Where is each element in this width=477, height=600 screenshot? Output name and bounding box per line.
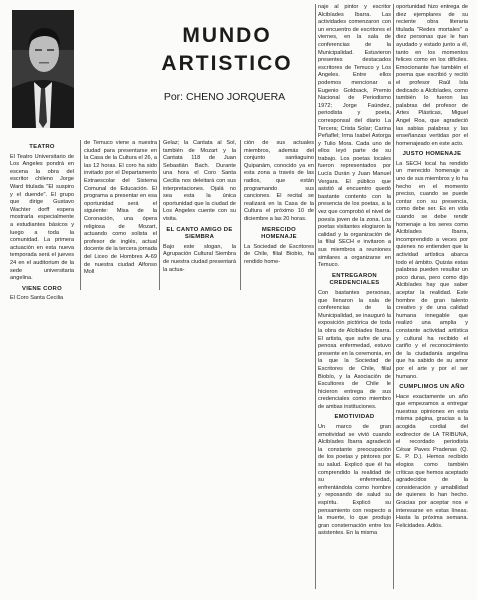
paragraph-coro-continued: de Temuco viene a nuestra ciudad para presentarse en la Casa de la Cultura el 26, a las 12 horas. El coro ha sido invitado por el Departamento Extraescolar del Sistema Comunal de Educación. El programa a presentar en esa oportunidad será el siguiente: Misa de la Coronación, una ópera religiosa de Mozart, actuando como solista el profesor de inglés, actual docente de la tercera jornada del Liceo de Hombres A-69 de nuestra ciudad Alfonso Moll xyxy=(84,140,157,276)
subhead-teatro: TEATRO xyxy=(29,144,55,150)
paragraph-credenciales: Con bastantes personas, que llenaron la sala de conferencias de la Municipalidad, se inauguró la exposición pictórica de toda la obra de Alcibíades Ibarra. El artista, que sufre de una penosa enfermedad, estuvo presente en la ceremonia, en la que la Sociedad de Escritores de Chile, filial Biobío, y la Asociación de Escultores de Chile le hicieron entrega de sus credenciales como miembro de ambas instituciones. xyxy=(318,289,391,410)
subhead-entregaron-credenciales: ENTREGARON CREDENCIALES xyxy=(329,272,380,287)
column-rule xyxy=(315,4,316,589)
paragraph-homenaje: La Sociedad de Escritores de Chile, filial Biobío, ha rendido home- xyxy=(244,243,314,265)
column-5 xyxy=(318,4,391,539)
author-photo xyxy=(12,10,74,128)
title-line-2: ARTISTICO xyxy=(161,52,293,75)
paragraph-teatro: El Teatro Universitario de Los Angeles pondrá en escena la obra del escritor chileno Jorge Ward titulada "El suspiro y el duende". El grupo que dirige Gustavo Wachter dorff espera mostrarla especialmente a estudiantes básicos y luego a toda la comunidad. La primera actuación en esta nueva temporada será el jueves 24 en el auditorium de la sede universitaria angelina. xyxy=(10,153,74,282)
column-rule xyxy=(393,4,394,589)
subhead-emotividad: EMOTIVIDAD xyxy=(334,414,375,421)
column-rule xyxy=(80,140,81,290)
paragraph-coro: El Coro Santa Cecilia xyxy=(10,295,64,302)
paragraph-homenaje-continued: naje al pintor y escritor Alcibíades Ibarra. Las actividades comenzaron con un encuentro de escritores el viernes, en la sala de conferencias de la Municipalidad. Estuvieron presentes destacados escritores de Temuco y Los Angeles. Entre ellos podemos mencionar a Eugenio Goldsack, Premio Nacional de Periodismo 1972; Jorge Faúndez, periodista y poeta, corresponsal del diario La Tercera; Crista Solar; Carina Peñaflel; Irma Isabel Astorga y Tulio Mora. Cada uno de ellos leyó parte de su trabajo. Los poetas locales fueron representados por Lucía Durán y Juan Manuel Vergara. El público que asistió al encuentro quedó bastante contento con la presencia de los poetas, a la vez que comprobó el nivel de poesía joven de la zona. Los poetas visitantes elogiaron la calidad y la organización de la filial SECH e invitaron a sus miembros a reuniones similares a organizarse en Temuco. xyxy=(318,4,391,269)
column-2 xyxy=(84,140,157,278)
paragraph-siembra: Bajo este slogan, la Agrupación Cultural Siembra de nuestra ciudad presentará la actua- xyxy=(163,243,236,273)
paragraph-cantatas: Gelaz; la Cantata al Sol, también de Mozart y la Cantata 118 de Juan Sebastián Bach. Durante una hora el Coro Santa Cecilia nos deleitará con sus interpretaciones. Ojalá no sea esta la única oportunidad que la ciudad de Los Angeles cuente con su visita. xyxy=(163,140,236,222)
article-title xyxy=(142,22,312,78)
paragraph-emotividad-continued: oportunidad hizo entrega de diez ejemplares de su reciente obra literaria titulada "Redes mortales" a diez personas que le han ayudado y estado junto a él, tanto en los momentos felices como en los difíciles. Emocionante fue también el poema que escribió y recitó el profesor Raúl Isla dedicado a Alcibíades, como también lo fueron las palabras del profesor de Artes Plásticas, Miguel Angel Roa, que agradeció las sabias palabras y las enseñanzas vertidas por el homenajeado en este acto. xyxy=(396,4,468,147)
subhead-merecido-homenaje: MERECIDO HOMENAJE xyxy=(261,226,297,241)
column-rule xyxy=(159,140,160,290)
column-6 xyxy=(396,4,468,531)
byline: Por: CHENO JORQUERA xyxy=(163,91,286,103)
paragraph-emotividad: Un marco de gran emotividad se vivió cuando Alcibíades Ibarra agradeció la constante preocupación de los poetas y pintores por su salud. Explicó que él ha comprendido la realidad de su enfermedad, enfrentándola como hombre y reposando de salud su espíritu. Explicó su pensamiento con respecto a la muerte, lo que produjo gran consternación entre los asistentes. En la misma xyxy=(318,424,391,537)
subhead-justo-homenaje: JUSTO HOMENAJE xyxy=(402,151,462,158)
column-rule xyxy=(240,140,241,290)
subhead-viene-coro: VIENE CORO xyxy=(22,285,62,292)
paragraph-siembra-continued: ción de sus actuales miembros, además del conjunto santiaguino Quipanám, conocido ya en esta zona a través de las radios, que están programando sus canciones. El recital se realizará en la Casa de la Cultura el próximo 10 de diciembre a las 20 horas. xyxy=(244,140,314,222)
column-4 xyxy=(244,140,314,268)
paragraph-justo-homenaje: La SECH local ha rendido un merecido homenaje a uno de sus miembros y lo ha hecho en el momento preciso, cuando se puede contar con su presencia, como debe ser. Es en vida cuando se debe rendir homenaje a los seres como Alcibíades Ibarra, incomprendido a veces por quienes no entienden que la actividad artística abarca todo el ámbito. Quizás estas palabras pueden resultar un poco duras, pero como dijo Alcibíades hay que saber aceptar la realidad. Este hombre de gran talento creativo y de una calidad humana innegable que realizó una amplia y constante actividad artística y cultural ha recibido el cariño y el reconocimiento de la ciudadanía angelina que ha sabido de su amor por el arte y por el ser humano. xyxy=(396,160,468,380)
column-1 xyxy=(10,141,74,304)
paragraph-cumplimos: Hace exactamente un año que empezamos a entregar nuestras opiniones en esta misma página, gracias a la acogida cordial del exdirector de LA TRIBUNA, el recordado periodista César Paves Pradenas (Q. E. P. D.). Hemos recibido elogios como también críticas que hemos aceptado agradecidos de la consideración y amabilidad de quienes lo han hecho. Gracias por aceptar nos e interesarse en estas líneas. Hasta la próxima semana. Felicidades. Adiós. xyxy=(396,393,468,529)
title-line-1: MUNDO xyxy=(182,24,272,47)
subhead-cumplimos-un-ano: CUMPLIMOS UN AÑO xyxy=(399,384,465,391)
column-3 xyxy=(163,140,236,275)
subhead-canto-amigo: EL CANTO AMIGO DE SIEMBRA xyxy=(166,226,233,241)
